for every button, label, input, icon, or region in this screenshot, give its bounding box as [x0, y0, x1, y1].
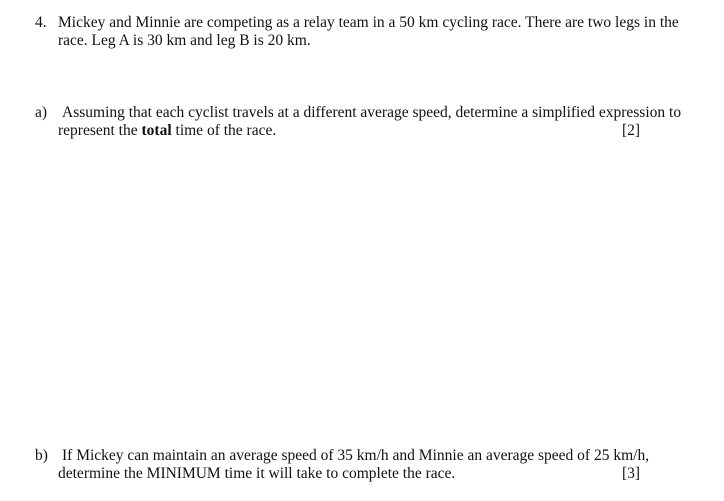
- part-b-marks: [3]: [622, 465, 641, 482]
- part-b-text-line-2: determine the MINIMUM time it will take to complete the race.: [58, 465, 456, 482]
- part-a-marks: [2]: [622, 122, 641, 139]
- part-a-label: a): [35, 104, 48, 121]
- part-a-text-line-1: Assuming that each cyclist travels at a different average speed, determine a simplified expression to: [62, 104, 682, 121]
- part-b-label: b): [35, 447, 48, 464]
- question-number: 4.: [35, 14, 47, 31]
- part-a-text-line-2: [58, 122, 276, 140]
- part-a-text-prefix: represent the: [58, 122, 142, 139]
- part-a-text-suffix: time of the race.: [171, 122, 277, 139]
- question-text-line-2: race. Leg A is 30 km and leg B is 20 km.: [58, 32, 311, 49]
- question-text-line-1: Mickey and Minnie are competing as a relay team in a 50 km cycling race. There are two legs in the: [58, 14, 679, 31]
- part-a-text-bold: total: [141, 122, 172, 139]
- part-b-text-line-1: If Mickey can maintain an average speed of 35 km/h and Minnie an average speed of 25 km/h,: [62, 447, 650, 464]
